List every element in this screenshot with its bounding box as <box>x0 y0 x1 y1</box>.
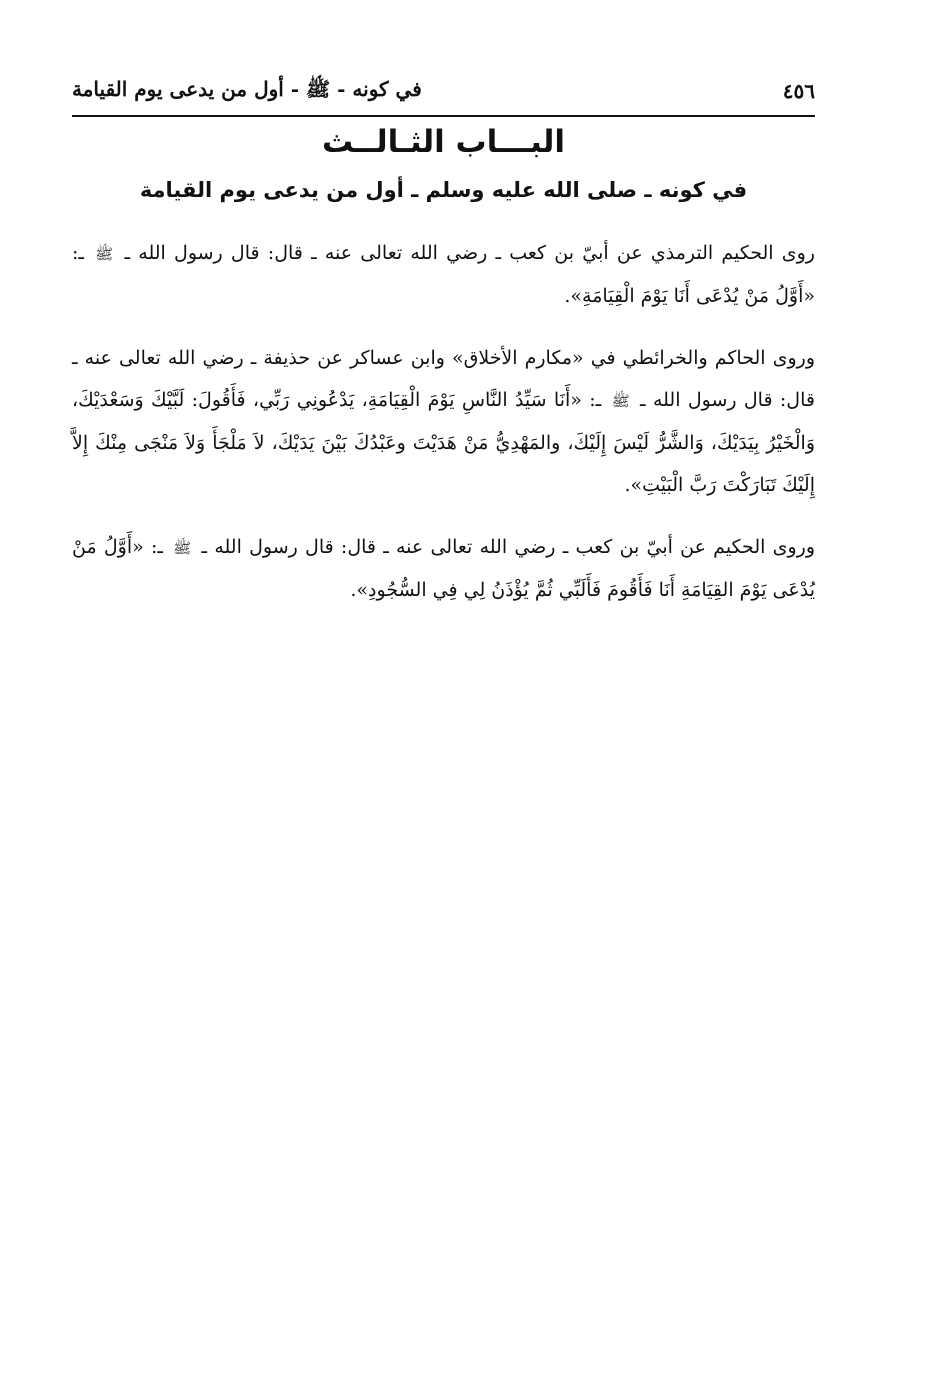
salawat-seal-icon: ﷺ <box>95 245 114 263</box>
paragraph <box>72 337 815 506</box>
header-rule <box>72 115 815 117</box>
chapter-subtitle: في كونه ـ صلى الله عليه وسلم ـ أول من يدعى يوم القيامة <box>139 178 748 202</box>
hadith-quote: ـ: «أَوَّلُ مَنْ يُدْعَى أَنَا يَوْمَ الْقِيَامَةِ». <box>72 242 815 307</box>
paragraph-intro: وروى الحكيم عن أبيّ بن كعب ـ رضي الله تعالى عنه ـ قال: قال رسول الله ـ <box>201 536 816 558</box>
salawat-seal-icon: ﷺ <box>173 539 192 557</box>
running-head-title: في كونه - ﷺ - أول من يدعى يوم القيامة <box>72 76 422 101</box>
hadith-quote: ـ: «أَوَّلُ مَنْ يُدْعَى يَوْمَ القِيَامَةِ أَنَا فَأَقُومَ فَأَلَبِّي ثُمَّ يُؤْذَنُ لِي فِي السُّجُودِ». <box>72 536 815 601</box>
running-head <box>72 72 815 110</box>
body-text <box>72 232 815 631</box>
paragraph <box>72 232 815 317</box>
chapter-title: البـــاب الثـالــث <box>321 124 566 160</box>
paragraph <box>72 526 815 611</box>
paragraph-intro: وروى الحاكم والخرائطي في «مكارم الأخلاق» وابن عساكر عن حذيفة ـ رضي الله تعالى عنه ـ قال: قال رسول الله ـ <box>72 347 815 411</box>
paragraph-intro: روى الحكيم الترمذي عن أبيّ بن كعب ـ رضي الله تعالى عنه ـ قال: قال رسول الله ـ <box>124 242 815 264</box>
page-number: ٤٥٦ <box>782 79 815 103</box>
hadith-quote: ـ: «أَنَا سَيِّدُ النَّاسِ يَوْمَ الْقِيَامَةِ، يَدْعُونِي رَبِّي، فَأَقُولَ: لَبَّيْكَ وَسَعْدَيْكَ، وَالْخَيْرُ بِيَدَيْكَ، وَالشَّرُّ لَيْسَ إِلَيْكَ، والمَهْدِيُّ مَنْ هَدَيْتَ وعَبْدُكَ بَيْنَ يَدَيْكَ، لاَ مَلْجَأَ وَلاَ مَنْجَى مِنْكَ إِلاَّ إِلَيْكَ تَبَارَكْتَ رَبَّ الْبَيْتِ». <box>72 389 815 496</box>
salawat-seal-icon: ﷺ <box>611 392 630 410</box>
